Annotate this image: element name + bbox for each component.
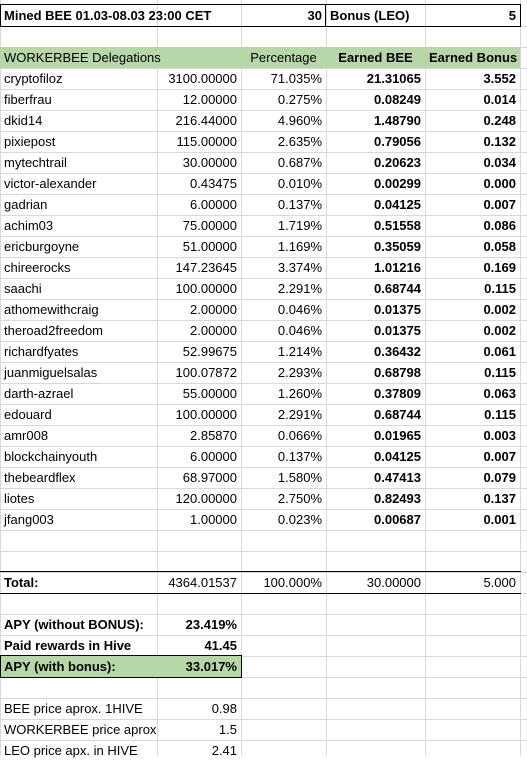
delegator-name[interactable]: cryptofiloz [4,71,63,86]
delegator-name[interactable]: juanmiguelsalas [4,365,98,380]
delegation-percentage[interactable]: 2.750% [277,491,322,506]
earned-bee[interactable]: 0.04125 [374,449,421,464]
earned-bee[interactable]: 0.68798 [374,365,421,380]
delegator-name[interactable]: thebeardflex [4,470,76,485]
earned-bonus[interactable]: 0.248 [483,113,516,128]
earned-bonus[interactable]: 0.002 [483,323,516,338]
total-bottom-border [0,593,521,594]
delegation-percentage[interactable]: 1.214% [277,344,322,359]
delegator-name[interactable]: amr008 [4,428,49,443]
delegation-amount[interactable]: 68.97000 [182,470,237,485]
total-amount[interactable]: 4364.01537 [168,575,237,590]
earned-bee[interactable]: 0.01375 [374,323,421,338]
delegation-percentage[interactable]: 0.066% [277,428,322,443]
delegation-amount[interactable]: 147.23645 [175,260,237,275]
earned-bee[interactable]: 0.82493 [374,491,421,506]
leo-price-value[interactable]: 2.41 [211,743,237,758]
total-percentage[interactable]: 100.000% [263,575,322,590]
earned-bonus[interactable]: 0.003 [483,428,516,443]
gridline [0,530,527,531]
delegation-percentage[interactable]: 4.960% [277,113,322,128]
delegator-name[interactable]: richardfyates [4,344,79,359]
earned-bonus[interactable]: 0.169 [483,260,516,275]
delegator-name[interactable]: fiberfrau [4,92,52,107]
delegation-percentage[interactable]: 0.275% [277,92,322,107]
earned-bonus[interactable]: 0.137 [483,491,516,506]
delegation-percentage[interactable]: 1.719% [277,218,322,233]
delegator-name[interactable]: dkid14 [4,113,43,128]
earned-bee[interactable]: 1.48790 [374,113,421,128]
delegator-name[interactable]: achim03 [4,218,54,233]
delegator-name[interactable]: mytechtrail [4,155,67,170]
earned-bee[interactable]: 0.20623 [374,155,421,170]
gridline [0,551,527,552]
earned-bee[interactable]: 0.37809 [374,386,421,401]
delegation-amount[interactable]: 52.99675 [182,344,237,359]
header-percentage[interactable]: Percentage [241,47,326,68]
total-earned-bee[interactable]: 30.00000 [366,575,421,590]
delegation-amount[interactable]: 100.07872 [175,365,237,380]
delegator-name[interactable]: saachi [4,281,42,296]
mined-label[interactable]: Mined BEE 01.03-08.03 23:00 CET [4,8,212,23]
delegation-amount[interactable]: 6.00000 [190,449,237,464]
earned-bee[interactable]: 21.31065 [366,71,421,86]
earned-bonus[interactable]: 0.086 [483,218,516,233]
delegation-percentage[interactable]: 2.291% [277,407,322,422]
delegator-name[interactable]: gadrian [4,197,48,212]
earned-bonus[interactable]: 0.002 [483,302,516,317]
workerbee-price-label[interactable]: WORKERBEE price aprox [4,722,157,737]
gridline [0,26,527,27]
delegator-name[interactable]: darth-azrael [4,386,74,401]
delegator-name[interactable]: pixiepost [4,134,56,149]
earned-bonus[interactable]: 0.079 [483,470,516,485]
delegation-percentage[interactable]: 2.291% [277,281,322,296]
earned-bonus[interactable]: 0.007 [483,449,516,464]
delegation-amount[interactable]: 2.85870 [190,428,237,443]
earned-bee[interactable]: 0.08249 [374,92,421,107]
delegator-name[interactable]: chireerocks [4,260,71,275]
earned-bonus[interactable]: 0.007 [483,197,516,212]
delegation-amount[interactable]: 216.44000 [175,113,237,128]
apy-with-bonus-value[interactable]: 33.017% [157,656,241,677]
header-earned-bonus[interactable]: Earned Bonus [425,47,520,68]
earned-bee[interactable]: 0.36432 [374,344,421,359]
delegation-percentage[interactable]: 0.687% [277,155,322,170]
earned-bonus[interactable]: 0.058 [483,239,516,254]
earned-bonus[interactable]: 0.034 [483,155,516,170]
delegation-amount[interactable]: 3100.00000 [168,71,237,86]
delegation-amount[interactable]: 12.00000 [182,92,237,107]
earned-bee[interactable]: 0.00299 [374,176,421,191]
bonus-label[interactable]: Bonus (LEO) [330,8,410,23]
delegator-name[interactable]: theroad2freedom [4,323,104,338]
earned-bonus[interactable]: 3.552 [483,71,516,86]
delegation-percentage[interactable]: 1.169% [277,239,322,254]
bonus-value[interactable]: 5 [508,8,516,23]
paid-rewards-value[interactable]: 41.45 [204,638,237,653]
earned-bonus[interactable]: 0.115 [484,407,516,422]
earned-bonus[interactable]: 0.014 [483,92,516,107]
delegation-amount[interactable]: 30.00000 [182,155,237,170]
delegation-amount[interactable]: 0.43475 [190,176,237,191]
delegation-amount[interactable]: 1.00000 [190,512,237,527]
apy-with-bonus-label[interactable]: APY (with bonus): [0,656,157,677]
earned-bee[interactable]: 0.51558 [374,218,421,233]
earned-bonus[interactable]: 0.115 [484,281,516,296]
earned-bee[interactable]: 0.35059 [374,239,421,254]
earned-bee[interactable]: 0.04125 [374,197,421,212]
delegation-percentage[interactable]: 71.035% [270,71,322,86]
delegator-name[interactable]: athomewithcraig [4,302,99,317]
bee-price-value[interactable]: 0.98 [211,701,237,716]
delegation-amount[interactable]: 120.00000 [175,491,237,506]
delegation-amount[interactable]: 51.00000 [182,239,237,254]
delegator-name[interactable]: ericburgoyne [4,239,80,254]
earned-bonus[interactable]: 0.132 [483,134,516,149]
bee-price-label[interactable]: BEE price aprox. 1HIVE [4,701,143,716]
header-delegations[interactable]: WORKERBEE Delegations [0,47,241,68]
delegation-percentage[interactable]: 0.137% [277,197,322,212]
total-label[interactable]: Total: [4,575,39,590]
earned-bee[interactable]: 0.01965 [374,428,421,443]
apy-without-bonus-value[interactable]: 23.419% [185,617,237,632]
earned-bonus[interactable]: 0.063 [483,386,516,401]
delegator-name[interactable]: liotes [4,491,35,506]
total-earned-bonus[interactable]: 5.000 [483,575,516,590]
delegation-percentage[interactable]: 1.580% [277,470,322,485]
mined-value[interactable]: 30 [307,8,322,23]
earned-bee[interactable]: 0.47413 [374,470,421,485]
earned-bonus[interactable]: 0.061 [483,344,516,359]
delegation-percentage[interactable]: 0.046% [277,302,322,317]
delegation-amount[interactable]: 75.00000 [182,218,237,233]
earned-bee[interactable]: 0.00687 [374,512,421,527]
earned-bonus[interactable]: 0.001 [483,512,516,527]
delegator-name[interactable]: edouard [4,407,52,422]
delegation-percentage[interactable]: 2.293% [277,365,322,380]
delegation-amount[interactable]: 2.00000 [190,323,237,338]
workerbee-price-value[interactable]: 1.5 [218,722,237,737]
delegation-percentage[interactable]: 0.046% [277,323,322,338]
earned-bee[interactable]: 0.68744 [374,407,421,422]
delegation-amount[interactable]: 55.00000 [182,386,237,401]
delegation-amount[interactable]: 115.00000 [176,134,237,149]
earned-bee[interactable]: 0.68744 [374,281,421,296]
earned-bonus[interactable]: 0.000 [483,176,516,191]
delegation-amount[interactable]: 2.00000 [190,302,237,317]
paid-rewards-label[interactable]: Paid rewards in Hive [4,638,132,653]
delegator-name[interactable]: blockchainyouth [4,449,98,464]
earned-bee[interactable]: 0.79056 [374,134,421,149]
delegation-percentage[interactable]: 0.010% [277,176,322,191]
delegation-amount[interactable]: 100.00000 [175,281,237,296]
gridline [0,677,527,678]
earned-bee[interactable]: 1.01216 [374,260,421,275]
delegator-name[interactable]: jfang003 [4,512,54,527]
apy-without-bonus-label[interactable]: APY (without BONUS): [4,617,144,632]
delegation-percentage[interactable]: 0.023% [277,512,322,527]
delegation-percentage[interactable]: 0.137% [277,449,322,464]
header-earned-bee[interactable]: Earned BEE [326,47,425,68]
delegation-percentage[interactable]: 1.260% [277,386,322,401]
delegation-amount[interactable]: 6.00000 [190,197,237,212]
leo-price-label[interactable]: LEO price apx. in HIVE [4,743,138,758]
delegation-percentage[interactable]: 2.635% [277,134,322,149]
delegation-amount[interactable]: 100.00000 [175,407,237,422]
delegation-percentage[interactable]: 3.374% [277,260,322,275]
earned-bee[interactable]: 0.01375 [374,302,421,317]
delegator-name[interactable]: victor-alexander [4,176,97,191]
earned-bonus[interactable]: 0.115 [484,365,516,380]
